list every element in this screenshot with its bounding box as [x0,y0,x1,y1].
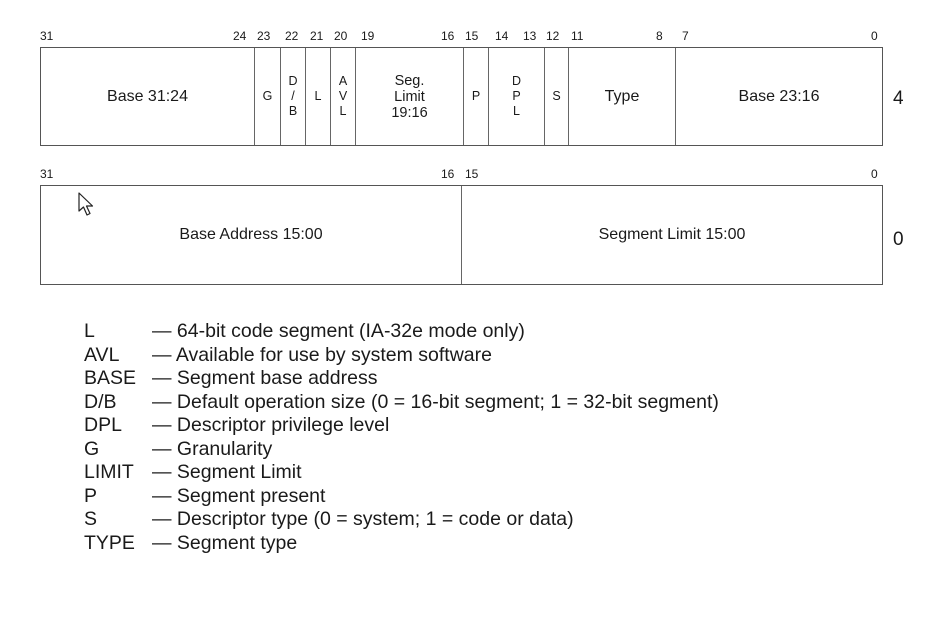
bit-number: 22 [285,29,299,43]
field-base-31-24: Base 31:24 [41,48,255,145]
legend-term: L [84,320,95,342]
legend-term: S [84,508,98,530]
legend-term: BASE [84,367,137,389]
field-dpl: D P L [489,48,545,145]
bit-number: 14 [495,29,509,43]
legend-term: AVL [84,343,120,366]
bit-number: 16 [441,167,455,181]
bit-number: 23 [257,29,271,43]
bit-number: 13 [523,29,537,43]
field-base-23-16: Base 23:16 [738,87,820,105]
bit-number: 15 [465,167,479,181]
legend-item [84,438,719,462]
legend-term: D/B [84,390,117,413]
upper-dword-register [40,47,883,146]
legend-term: G [84,437,100,460]
bit-number: 8 [656,29,663,43]
field-l: L [306,48,331,145]
bit-number: 11 [571,29,584,43]
bit-number: 12 [546,29,560,43]
legend-item [84,320,719,344]
bit-number: 7 [682,29,689,43]
bit-number: 31 [40,167,54,181]
legend-desc: — Default operation size (0 = 16-bit segment; 1 = 32-bit segment) [152,390,719,413]
mouse-pointer-icon [78,192,96,218]
field-type: Type [569,48,676,145]
field-legend [84,320,719,555]
legend-term: LIMIT [84,461,134,483]
byte-offset-label: 4 [893,88,904,109]
legend-item [84,414,719,438]
legend-desc: — 64-bit code segment (IA-32e mode only) [152,320,525,342]
bit-number: 16 [441,29,455,43]
legend-desc: — Segment base address [152,367,378,389]
legend-term: P [84,484,98,507]
field-g: G [255,48,281,145]
bit-number: 0 [871,29,878,43]
legend-item [84,461,719,485]
legend-item [84,532,719,556]
legend-item [84,485,719,509]
legend-item [84,391,719,415]
legend-item [84,344,719,368]
legend-desc: — Segment Limit [152,461,302,483]
legend-item [84,367,719,391]
bit-number: 19 [361,29,375,43]
field-p: P [464,48,489,145]
field-s: S [545,48,569,145]
legend-desc: — Granularity [152,437,273,460]
legend-desc: — Segment present [152,484,326,507]
legend-desc: — Descriptor type (0 = system; 1 = code or data) [152,508,574,530]
legend-desc: — Descriptor privilege level [152,414,390,436]
byte-offset-label: 0 [893,229,904,250]
legend-item [84,508,719,532]
field-segment-limit-15-00: Segment Limit 15:00 [598,226,746,243]
lower-dword-register [40,185,883,285]
legend-term: TYPE [84,531,135,554]
field-d-b: D / B [281,48,306,145]
bit-number: 20 [334,29,348,43]
field-base-address-15-00: Base Address 15:00 [41,186,462,284]
bit-number: 15 [465,29,479,43]
bit-number: 31 [40,29,54,43]
field-avl: A V L [331,48,356,145]
legend-desc: — Available for use by system software [152,343,492,366]
legend-desc: — Segment type [152,531,298,554]
bit-number: 24 [233,29,247,43]
legend-term: DPL [84,414,122,436]
bit-number: 0 [871,167,878,181]
bit-number: 21 [310,29,324,43]
field-seg-limit-19-16: Seg. Limit 19:16 [356,48,464,145]
